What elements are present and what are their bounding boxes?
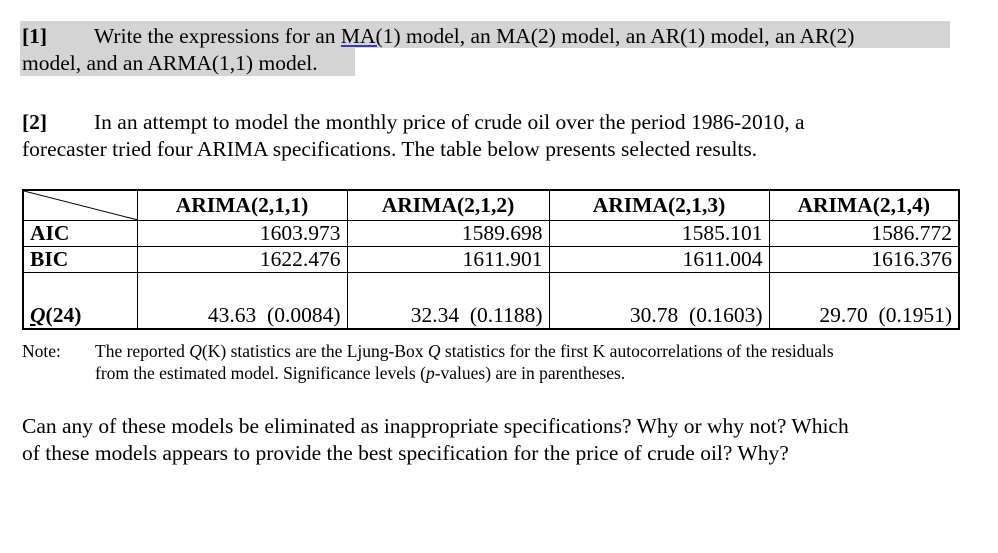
table-row-q24: Q(24) 43.63 (0.0084) 32.34 (0.1188) 30.78 (0.1603) 29.70 (0.1951) [23,273,959,330]
header-arima-214: ARIMA(2,1,4) [769,190,959,221]
header-arima-211: ARIMA(2,1,1) [137,190,347,221]
note-body [95,340,834,384]
header-arima-212: ARIMA(2,1,2) [347,190,549,221]
results-table [22,189,960,330]
question-1-line-1: [1] Write the expressions for an MA(1) model, an MA(2) model, an AR(1) model, an AR(2) [22,24,855,48]
table-corner-cell [23,190,137,221]
discussion-question-line-1: Can any of these models be eliminated as inappropriate specifications? Why or why not? Which [22,414,849,438]
question-1-line-2: model, and an ARMA(1,1) model. [22,51,318,75]
header-arima-213: ARIMA(2,1,3) [549,190,769,221]
note-line-2: from the estimated model. Significance levels (p-values) are in parentheses. [95,363,626,383]
question-1-number: [1] [22,24,48,48]
question-2-line-2: forecaster tried four ARIMA specifications. The table below presents selected results. [22,137,758,161]
question-2-line-1: [2] In an attempt to model the monthly price of crude oil over the period 1986-2010, a [22,110,805,134]
table-row-bic: BIC 1622.476 1611.901 1611.004 1616.376 [23,247,959,273]
discussion-question-line-2: of these models appears to provide the best specification for the price of crude oil? Why? [22,441,789,465]
table-header-row [23,190,959,221]
table-row-aic: AIC 1603.973 1589.698 1585.101 1586.772 [23,221,959,247]
diagonal-line [24,191,138,220]
q1-highlight-clip [355,48,955,78]
note-label: Note: [22,341,61,361]
question-2-number: [2] [22,110,48,134]
note-line-1: The reported Q(K) statistics are the Ljung-Box Q statistics for the first K autocorrelations of the residuals [95,341,834,361]
